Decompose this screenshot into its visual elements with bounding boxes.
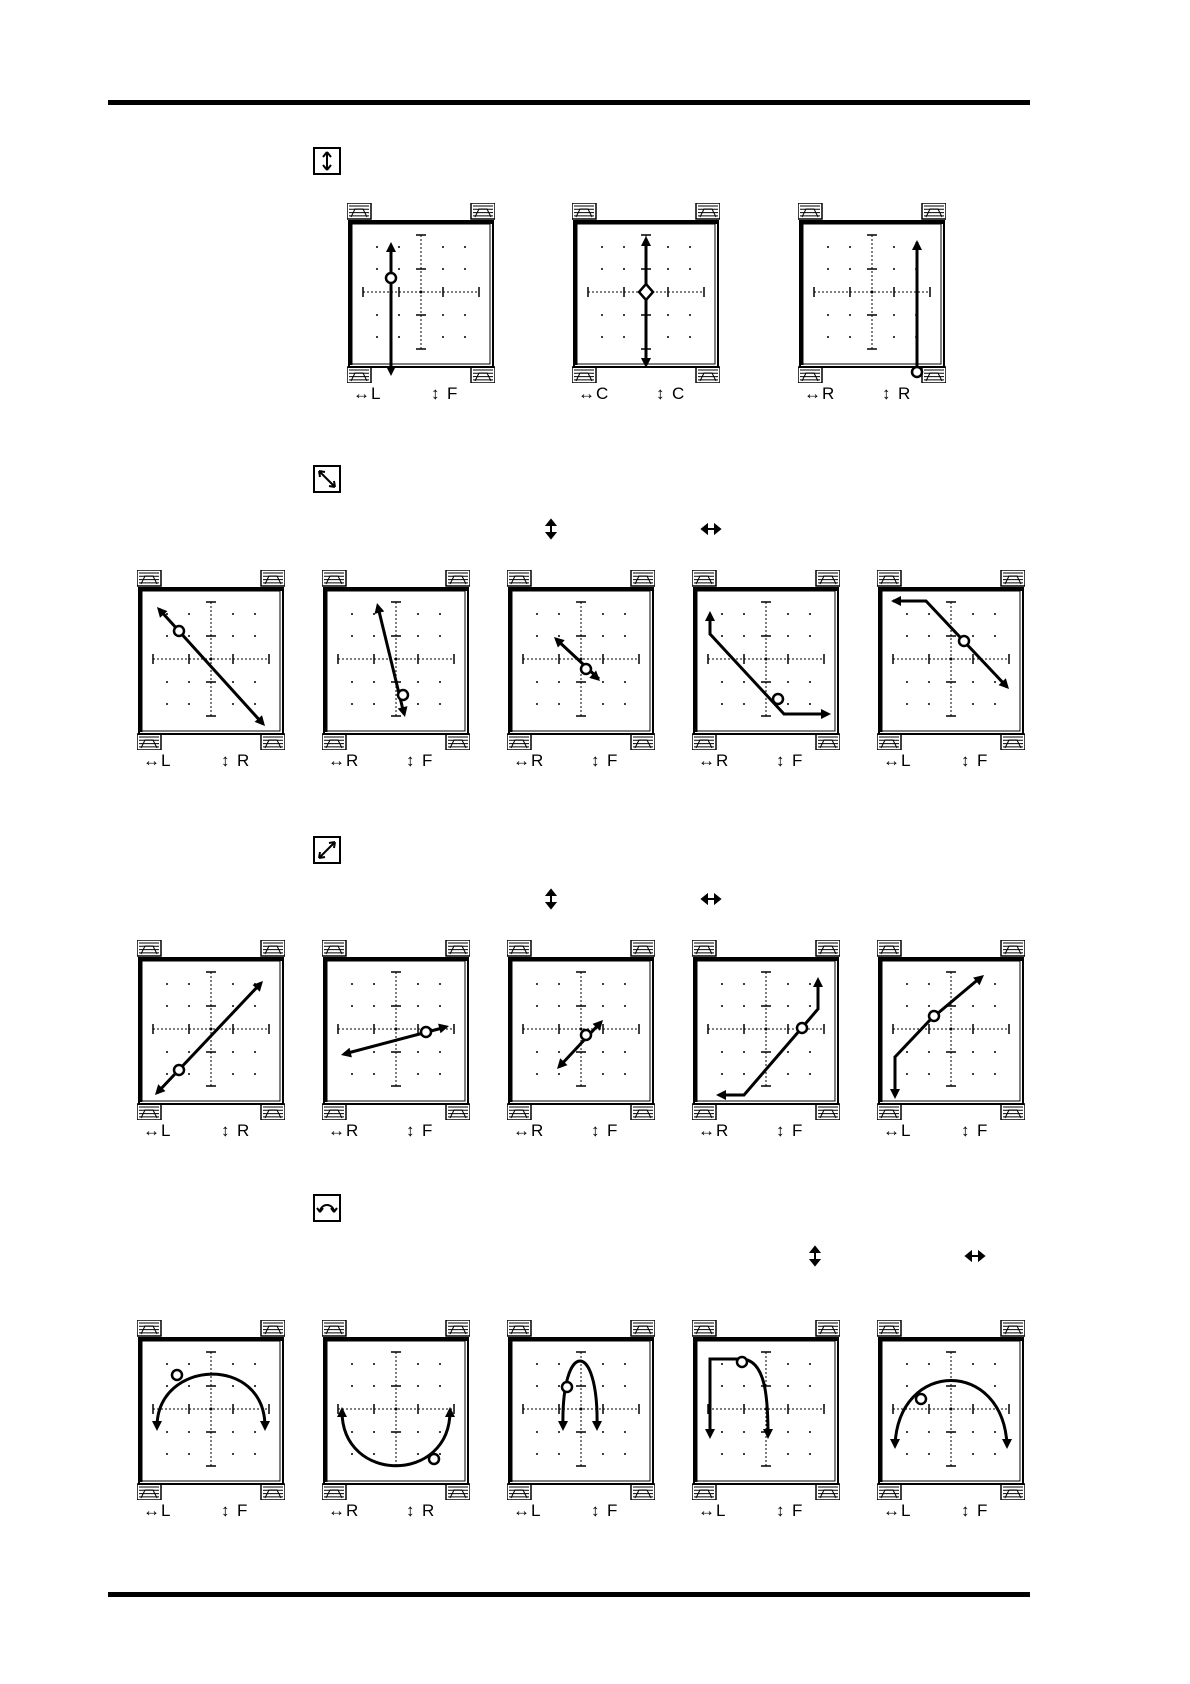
pan-frame <box>324 1338 468 1484</box>
horizontal-pan-label: R <box>822 384 835 403</box>
horizontal-pan-label: R <box>716 1121 729 1140</box>
vertical-arrow-icon: ↕ <box>431 384 440 403</box>
vertical-pan-label: F <box>447 384 458 403</box>
pan-knob <box>929 1011 939 1021</box>
horizontal-pan-label: L <box>161 1121 171 1140</box>
speaker-icon <box>137 734 161 750</box>
speaker-icon <box>631 1104 655 1120</box>
pan-field <box>322 1320 470 1500</box>
horizontal-arrow-icon: ↔ <box>698 1121 715 1140</box>
pan-frame <box>324 588 468 734</box>
pan-panel <box>877 940 1025 1140</box>
horizontal-arrow-icon: ↔ <box>328 1501 345 1520</box>
horizontal-pan-label: L <box>716 1501 726 1520</box>
speaker-icon <box>322 1320 346 1336</box>
pan-frame <box>879 1338 1023 1484</box>
speaker-icon <box>696 203 720 219</box>
pan-panel <box>322 940 470 1140</box>
speaker-icon <box>877 570 901 586</box>
horizontal-arrow-icon: ↔ <box>578 384 595 403</box>
pan-panel <box>507 1320 655 1520</box>
speaker-icon <box>798 367 822 383</box>
vertical-pan-label: F <box>422 1121 433 1140</box>
horizontal-arrow-icon: ↔ <box>143 1501 160 1520</box>
speaker-icon <box>692 1320 716 1336</box>
vertical-arrow-icon: ↕ <box>591 1121 600 1140</box>
pan-field <box>877 1320 1025 1500</box>
speaker-icon <box>322 940 346 956</box>
pan-field <box>692 570 840 750</box>
speaker-icon <box>322 570 346 586</box>
speaker-icon <box>1001 734 1025 750</box>
pan-panel <box>692 940 840 1140</box>
speaker-icon <box>446 734 470 750</box>
vertical-arrow-icon: ↕ <box>406 751 415 770</box>
pan-frame <box>509 958 653 1104</box>
speaker-icon <box>877 1104 901 1120</box>
pan-panel <box>137 570 285 770</box>
horizontal-arrow-icon: ↔ <box>883 751 900 770</box>
pan-knob <box>773 694 783 704</box>
speaker-icon <box>1001 940 1025 956</box>
horizontal-arrow-icon: ↔ <box>883 1501 900 1520</box>
horizontal-arrow-icon: ↔ <box>513 1501 530 1520</box>
speaker-icon <box>446 1484 470 1500</box>
speaker-icon <box>261 1484 285 1500</box>
speaker-icon <box>877 940 901 956</box>
speaker-icon <box>877 1320 901 1336</box>
horizontal-pan-label: L <box>371 384 381 403</box>
vertical-pan-label: F <box>792 1121 803 1140</box>
arrow-head <box>386 366 396 376</box>
pan-field <box>137 570 285 750</box>
speaker-icon <box>471 203 495 219</box>
horizontal-arrow-icon: ↔ <box>698 751 715 770</box>
horizontal-pan-label: L <box>161 751 171 770</box>
horizontal-pan-label: R <box>346 1121 359 1140</box>
speaker-icon <box>572 367 596 383</box>
pan-knob <box>174 1065 184 1075</box>
horizontal-arrow-icon: ↔ <box>883 1121 900 1140</box>
pan-field <box>347 203 495 383</box>
pan-field <box>507 940 655 1120</box>
speaker-icon <box>877 734 901 750</box>
speaker-icon <box>322 1104 346 1120</box>
speaker-icon <box>816 570 840 586</box>
speaker-icon <box>798 203 822 219</box>
speaker-icon <box>631 940 655 956</box>
pan-knob <box>386 273 396 283</box>
speaker-icon <box>446 1320 470 1336</box>
pan-knob <box>429 1454 439 1464</box>
pan-knob <box>916 1394 926 1404</box>
speaker-icon <box>696 367 720 383</box>
speaker-icon <box>137 1104 161 1120</box>
pan-frame <box>324 958 468 1104</box>
speaker-icon <box>446 940 470 956</box>
vertical-arrow-icon: ↕ <box>656 384 665 403</box>
horizontal-pan-label: C <box>596 384 609 403</box>
pan-knob <box>581 1030 591 1040</box>
speaker-icon <box>137 1320 161 1336</box>
speaker-icon <box>631 1484 655 1500</box>
speaker-icon <box>572 203 596 219</box>
pan-panel <box>507 940 655 1140</box>
vertical-arrow-icon: ↕ <box>776 751 785 770</box>
speaker-icon <box>507 1320 531 1336</box>
pan-panel <box>692 570 840 770</box>
pan-frame <box>694 958 838 1104</box>
speaker-icon <box>347 203 371 219</box>
speaker-icon <box>261 1104 285 1120</box>
pan-knob <box>797 1023 807 1033</box>
vertical-pan-label: C <box>672 384 685 403</box>
bottom-rule <box>108 1592 1030 1597</box>
speaker-icon <box>507 1104 531 1120</box>
vertical-arrow-icon: ↕ <box>776 1501 785 1520</box>
horizontal-arrow-icon: ↔ <box>328 1121 345 1140</box>
speaker-icon <box>507 1484 531 1500</box>
horizontal-pan-label: R <box>346 751 359 770</box>
horizontal-pan-label: R <box>346 1501 359 1520</box>
pan-panel <box>137 940 285 1140</box>
pan-field <box>877 940 1025 1120</box>
horizontal-pan-label: R <box>716 751 729 770</box>
pan-field <box>572 203 720 383</box>
pan-field <box>322 570 470 750</box>
speaker-icon <box>137 570 161 586</box>
pan-frame <box>139 958 283 1104</box>
vertical-pan-label: F <box>237 1501 248 1520</box>
horizontal-pan-label: R <box>531 751 544 770</box>
vertical-pan-label: F <box>792 751 803 770</box>
pan-panel <box>798 203 946 403</box>
speaker-icon <box>631 734 655 750</box>
pan-knob <box>174 626 184 636</box>
vertical-pan-label: F <box>607 1121 618 1140</box>
pan-field <box>507 570 655 750</box>
pan-panel <box>692 1320 840 1520</box>
speaker-icon <box>322 1484 346 1500</box>
horizontal-pan-label: L <box>161 1501 171 1520</box>
horizontal-arrow-icon: ↔ <box>804 384 821 403</box>
diagonal-down-arrow-icon <box>313 465 341 493</box>
top-rule <box>108 100 1030 105</box>
horizontal-arrow-icon: ↔ <box>513 751 530 770</box>
vertical-pan-label: F <box>607 751 618 770</box>
horizontal-pan-label: R <box>531 1121 544 1140</box>
speaker-icon <box>816 1320 840 1336</box>
speaker-icon <box>692 734 716 750</box>
pan-panel <box>347 203 495 403</box>
speaker-icon <box>816 940 840 956</box>
pan-field <box>322 940 470 1120</box>
pan-field <box>798 203 946 383</box>
pan-frame <box>349 221 493 367</box>
pan-field <box>877 570 1025 750</box>
speaker-icon <box>1001 1484 1025 1500</box>
speaker-icon <box>261 940 285 956</box>
vertical-pan-label: F <box>607 1501 618 1520</box>
pan-field <box>137 940 285 1120</box>
speaker-icon <box>261 1320 285 1336</box>
vertical-arrow-icon: ↕ <box>961 1501 970 1520</box>
speaker-icon <box>692 1104 716 1120</box>
vertical-arrow-icon: ↕ <box>406 1121 415 1140</box>
pan-knob <box>172 1370 182 1380</box>
circle-arrow-icon <box>313 1194 341 1222</box>
vertical-arrow-icon <box>808 1245 822 1267</box>
horizontal-arrow-icon: ↔ <box>143 751 160 770</box>
vertical-pan-label: F <box>977 751 988 770</box>
horizontal-arrow-icon <box>964 1249 986 1263</box>
speaker-icon <box>631 1320 655 1336</box>
pan-panel <box>877 570 1025 770</box>
vertical-pan-label: F <box>977 1501 988 1520</box>
speaker-icon <box>692 1484 716 1500</box>
vertical-pan-label: R <box>237 751 250 770</box>
vertical-arrow-icon: ↕ <box>221 1121 230 1140</box>
pan-knob <box>581 664 591 674</box>
vertical-arrow-icon: ↕ <box>961 751 970 770</box>
vertical-arrow-icon: ↕ <box>776 1121 785 1140</box>
speaker-icon <box>261 570 285 586</box>
vertical-arrow-icon: ↕ <box>221 751 230 770</box>
horizontal-pan-label: L <box>901 751 911 770</box>
pan-knob <box>737 1357 747 1367</box>
speaker-icon <box>816 1104 840 1120</box>
speaker-icon <box>137 1484 161 1500</box>
vertical-arrow-icon: ↕ <box>221 1501 230 1520</box>
speaker-icon <box>692 570 716 586</box>
pan-panel <box>322 1320 470 1520</box>
speaker-icon <box>631 570 655 586</box>
pan-knob <box>562 1382 572 1392</box>
speaker-icon <box>471 367 495 383</box>
pan-frame <box>694 588 838 734</box>
horizontal-arrow-icon: ↔ <box>353 384 370 403</box>
speaker-icon <box>816 734 840 750</box>
vertical-pan-label: F <box>792 1501 803 1520</box>
speaker-icon <box>446 570 470 586</box>
speaker-icon <box>446 1104 470 1120</box>
pan-field <box>137 1320 285 1500</box>
speaker-icon <box>1001 570 1025 586</box>
speaker-icon <box>922 367 946 383</box>
pan-field <box>507 1320 655 1500</box>
vertical-pan-label: R <box>237 1121 250 1140</box>
vertical-arrow-icon: ↕ <box>406 1501 415 1520</box>
vertical-arrow-icon <box>313 147 341 175</box>
pan-field <box>692 940 840 1120</box>
speaker-icon <box>877 1484 901 1500</box>
horizontal-pan-label: L <box>901 1121 911 1140</box>
speaker-icon <box>347 367 371 383</box>
horizontal-arrow-icon: ↔ <box>328 751 345 770</box>
speaker-icon <box>137 940 161 956</box>
pan-knob <box>421 1027 431 1037</box>
pan-frame <box>800 221 944 367</box>
speaker-icon <box>1001 1320 1025 1336</box>
horizontal-arrow-icon: ↔ <box>698 1501 715 1520</box>
horizontal-arrow-icon: ↔ <box>143 1121 160 1140</box>
speaker-icon <box>507 734 531 750</box>
pan-field <box>692 1320 840 1500</box>
pan-knob <box>959 636 969 646</box>
pan-panel <box>507 570 655 770</box>
speaker-icon <box>1001 1104 1025 1120</box>
vertical-arrow-icon <box>544 518 558 540</box>
speaker-icon <box>261 734 285 750</box>
horizontal-arrow-icon: ↔ <box>513 1121 530 1140</box>
vertical-arrow-icon: ↕ <box>591 751 600 770</box>
pan-frame <box>879 958 1023 1104</box>
speaker-icon <box>692 940 716 956</box>
vertical-pan-label: R <box>422 1501 435 1520</box>
pan-panel <box>572 203 720 403</box>
speaker-icon <box>322 734 346 750</box>
horizontal-arrow-icon <box>700 892 722 906</box>
horizontal-arrow-icon <box>700 522 722 536</box>
speaker-icon <box>507 940 531 956</box>
speaker-icon <box>816 1484 840 1500</box>
pan-panel <box>137 1320 285 1520</box>
diagonal-up-arrow-icon <box>313 836 341 864</box>
vertical-pan-label: F <box>422 751 433 770</box>
vertical-arrow-icon: ↕ <box>591 1501 600 1520</box>
horizontal-pan-label: L <box>531 1501 541 1520</box>
pan-panel <box>877 1320 1025 1520</box>
pan-frame <box>879 588 1023 734</box>
speaker-icon <box>507 570 531 586</box>
pan-knob <box>398 690 408 700</box>
vertical-pan-label: R <box>898 384 911 403</box>
vertical-pan-label: F <box>977 1121 988 1140</box>
speaker-icon <box>922 203 946 219</box>
pan-panel <box>322 570 470 770</box>
horizontal-pan-label: L <box>901 1501 911 1520</box>
vertical-arrow-icon: ↕ <box>961 1121 970 1140</box>
vertical-arrow-icon: ↕ <box>882 384 891 403</box>
pan-knob <box>912 367 922 377</box>
vertical-arrow-icon <box>544 888 558 910</box>
